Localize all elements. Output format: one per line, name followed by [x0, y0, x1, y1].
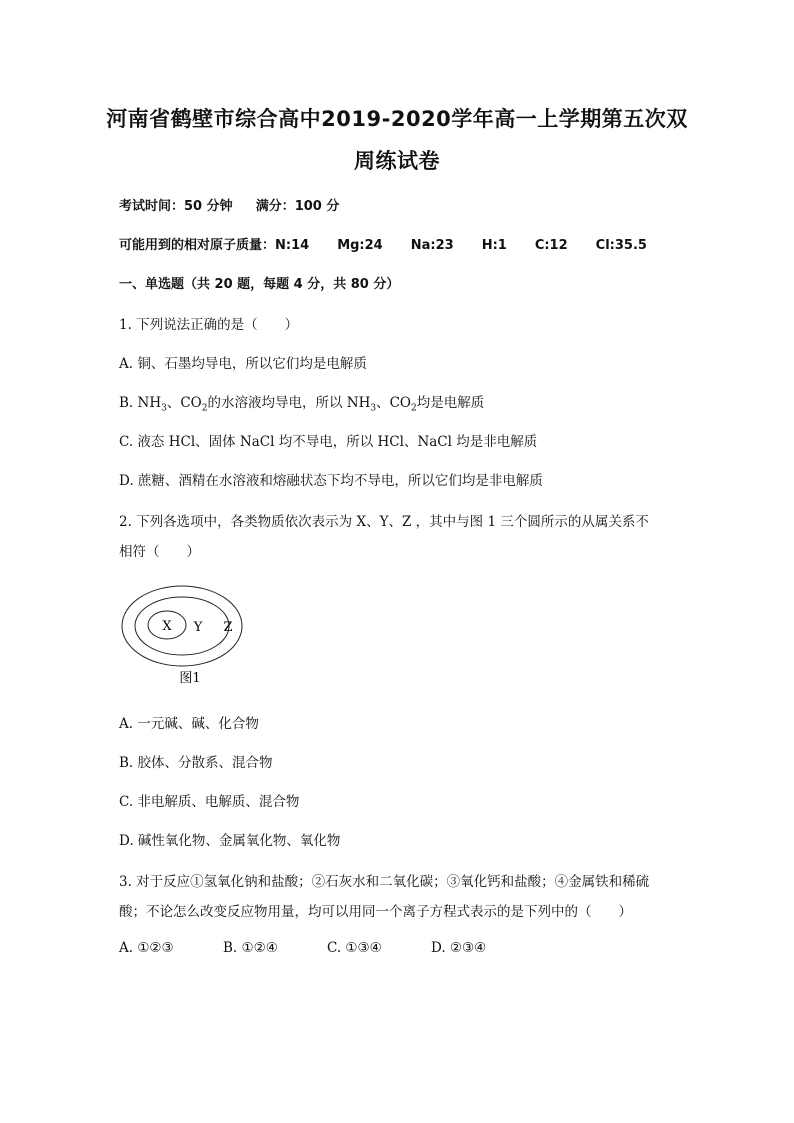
q3-options — [119, 940, 486, 956]
q3-option-d: D. ②③④ — [431, 940, 487, 956]
mass-h: H:1 — [481, 238, 507, 253]
q2-stem-line2: 相符（ ） — [119, 544, 200, 560]
nested-circles-diagram — [118, 580, 248, 690]
exam-time: 考试时间：50 分钟 — [119, 199, 233, 214]
q2-option-a: A. 一元碱、碱、化合物 — [119, 716, 259, 732]
mass-na: Na:23 — [410, 238, 454, 253]
venn-figure — [118, 580, 248, 690]
q1-option-b: B. $NH_3$、$CO_2$的水溶液均导电，所以 $NH_3$、$CO_2$均是电解质 — [119, 395, 485, 414]
mass-n: N:14 — [275, 238, 310, 253]
circle-y — [135, 597, 229, 655]
q3-stem-line2: 酸；不论怎么改变反应物用量，均可以用同一个离子方程式表示的是下列中的（ ） — [119, 904, 632, 920]
q1-stem: 1. 下列说法正确的是（ ） — [119, 317, 299, 333]
document-title-line1: 河南省鹤壁市综合高中2019-2020学年高一上学期第五次双 — [106, 107, 688, 131]
q2-option-b: B. 胶体、分散系、混合物 — [119, 755, 273, 771]
q3-stem-line1: 3. 对于反应①氢氧化钠和盐酸；②石灰水和二氧化碳；③氧化钙和盐酸；④金属铁和稀硫 — [119, 874, 650, 890]
q1-option-a: A. 铜、石墨均导电，所以它们均是电解质 — [119, 356, 367, 372]
q2-stem-line1: 2. 下列各选项中，各类物质依次表示为 X、Y、Z ，其中与图 1 三个圆所示的从属关系不 — [119, 514, 649, 530]
figure-caption: 图1 — [179, 671, 201, 686]
q1-option-d: D. 蔗糖、酒精在水溶液和熔融状态下均不导电，所以它们均是非电解质 — [119, 473, 543, 489]
q3-option-a: A. ①②③ — [119, 940, 174, 956]
q2-option-c: C. 非电解质、电解质、混合物 — [119, 794, 300, 810]
label-z: Z — [223, 620, 233, 635]
q1-option-c: C. 液态 HCl、固体 NaCl 均不导电，所以 HCl、NaCl 均是非电解质 — [119, 434, 538, 450]
mass-cl: Cl:35.5 — [595, 238, 647, 253]
section-heading: 一、单选题（共 20 题，每题 4 分，共 80 分） — [119, 277, 400, 292]
q3-option-b: B. ①②④ — [223, 940, 278, 956]
q3-option-c: C. ①③④ — [327, 940, 382, 956]
document-title-line2: 周练试卷 — [354, 149, 440, 173]
label-y: Y — [193, 620, 203, 635]
atomic-mass-line — [119, 234, 647, 253]
exam-score: 满分：100 分 — [255, 199, 340, 214]
mass-c: C:12 — [534, 238, 568, 253]
atomic-mass-label: 可能用到的相对原子质量： — [119, 238, 276, 253]
mass-mg: Mg:24 — [337, 238, 383, 253]
label-x: X — [162, 619, 172, 634]
q2-option-d: D. 碱性氧化物、金属氧化物、氧化物 — [119, 833, 341, 849]
exam-time-score — [119, 195, 339, 214]
